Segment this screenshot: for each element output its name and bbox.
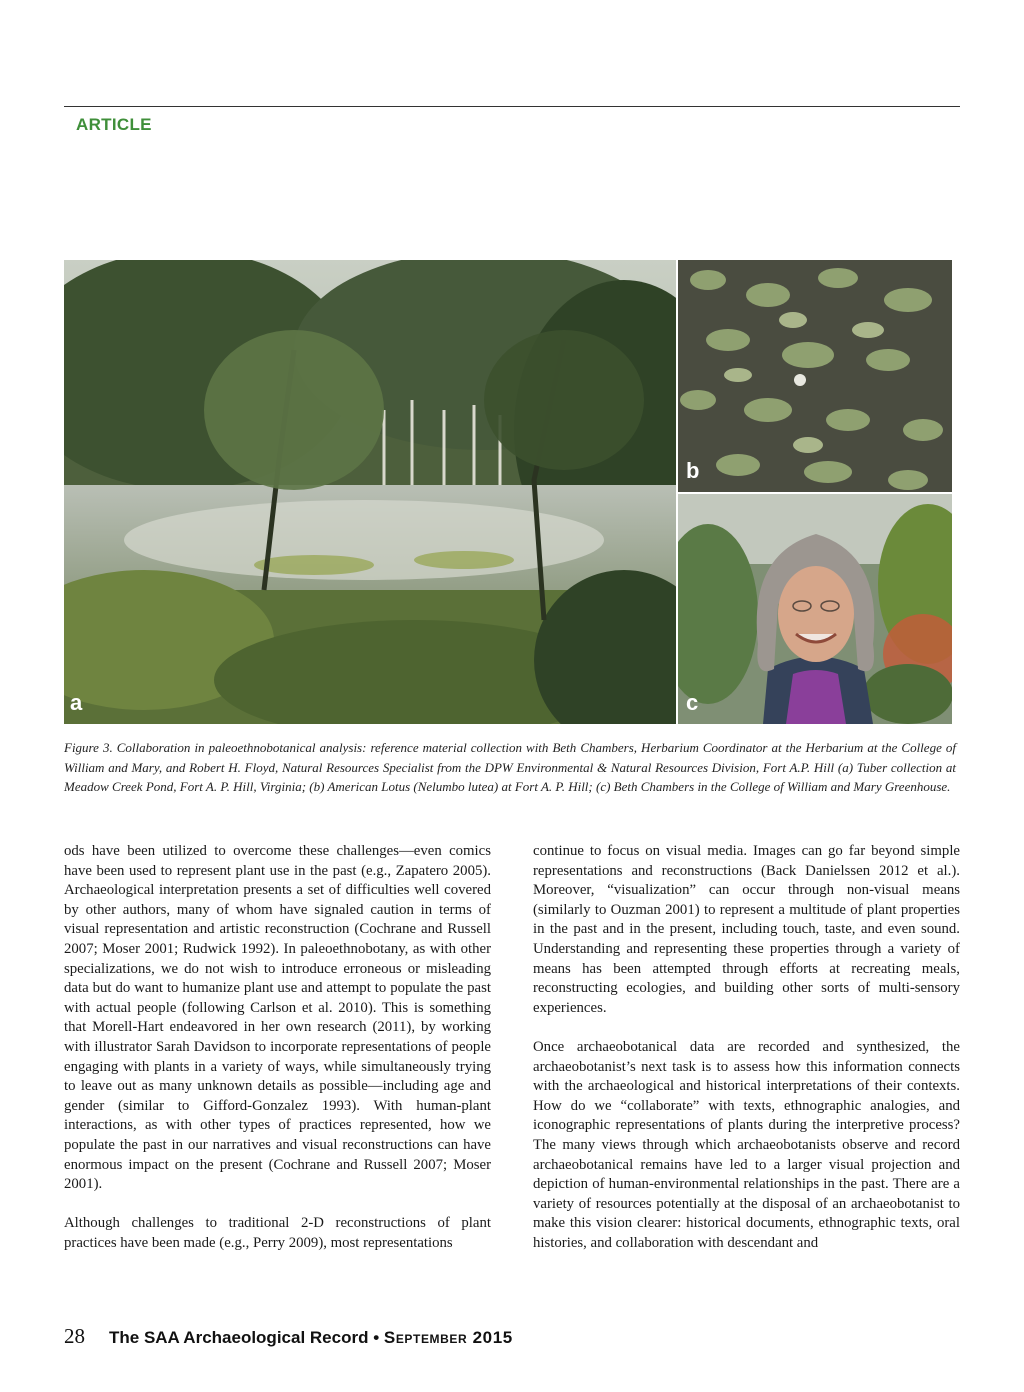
portrait-photo bbox=[678, 494, 952, 724]
page-footer bbox=[64, 1324, 513, 1349]
photo-panel-a bbox=[64, 260, 676, 724]
body-column-right bbox=[533, 842, 960, 1273]
photo-panel-c bbox=[678, 494, 952, 724]
body-paragraph: Although challenges to traditional 2-D reconstructions of plant practices have been made (e.g., Perry 2009), most representations bbox=[64, 1215, 491, 1251]
body-paragraph: continue to focus on visual media. Images can go far beyond simple representations and reconstructions (Back Danielssen 2012 et al.). Moreover, “visualization” can occur through non-visual means (similarly to Ouzman 2001) to represent a multitude of plant properties in the past and in the present, including touch, taste, and even sound. Understanding and representing these properties through a variety of means has been attempted through efforts at recreating meals, reconstructing ecologies, and building other sorts of multi-sensory experiences. bbox=[533, 843, 960, 1016]
header-rule bbox=[64, 106, 960, 107]
photo-panel-b bbox=[678, 260, 952, 492]
lotus-leaves-photo bbox=[678, 260, 952, 492]
panel-label-b: b bbox=[686, 458, 700, 483]
page-number: 28 bbox=[64, 1324, 85, 1348]
panel-label-a: a bbox=[70, 690, 83, 715]
figure-caption: Figure 3. Collaboration in paleoethnobotanical analysis: reference material collection with Beth Chambers, Herbarium Coordinator at the Herbarium at the College of William and Mary, and Robert H. Floyd, Natural Resources Specialist from the DPW Environmental & Natural Resources Division, Fort A.P. Hill (a) Tuber collection at Meadow Creek Pond, Fort A. P. Hill, Virginia; (b) American Lotus (Nelumbo lutea) at Fort A. P. Hill; (c) Beth Chambers in the College of William and Mary Greenhouse. bbox=[64, 740, 956, 794]
panel-label-c: c bbox=[686, 690, 699, 715]
figure-3 bbox=[64, 260, 952, 724]
body-paragraph: ods have been utilized to overcome these challenges—even comics have been used to represent plant use in the past (e.g., Zapatero 2005). Archaeological interpretation presents a set of difficulties well covered by other authors, many of whom have signaled caution in terms of visual representation and artistic reconstruction (Cochrane and Russell 2007; Moser 2001; Rudwick 1992). In paleoethnobotany, as with other specializations, we do not wish to introduce erroneous or misleading data but do want to humanize plant use and attempt to populate the past with actual people (following Carlson et al. 2010). This is something that Morell-Hart endeavored in her own research (2011), by working with illustrator Sarah Davidson to incorporate representations of people engaging with plants in a variety of ways, while simultaneously trying to leave out as many unknown details as possible—including age and gender (similar to Gifford-Gonzalez 1993). With human-plant interactions, as with other types of practices represented, how we populate the past in our narratives and visual reconstructions can have enormous impact on the present (Cochrane and Russell 2007; Moser 2001). bbox=[64, 843, 491, 1193]
pond-photo bbox=[64, 260, 676, 724]
publication-title: The SAA Archaeological Record bbox=[109, 1328, 369, 1347]
issue-date: September 2015 bbox=[383, 1328, 513, 1347]
section-label: ARTICLE bbox=[76, 115, 152, 134]
body-column-left bbox=[64, 842, 491, 1273]
body-paragraph: Once archaeobotanical data are recorded and synthesized, the archaeobotanist’s next task is to assess how this information connects with the archaeological and historical interpretations of their contexts. How do we “collaborate” with texts, ethnographic analogies, and iconographic representations of plants during the interpretive process? The many views through which archaeobotanists observe and record archaeobotanical remains have led to a larger visual projection and depiction of human-environmental relationships in the past. There are a variety of resources potentially at the disposal of an archaeobotanist to make this vision clearer: historical documents, ethnographic texts, oral histories, and collaboration with descendant and bbox=[533, 1038, 960, 1251]
footer-separator: • bbox=[368, 1328, 384, 1347]
